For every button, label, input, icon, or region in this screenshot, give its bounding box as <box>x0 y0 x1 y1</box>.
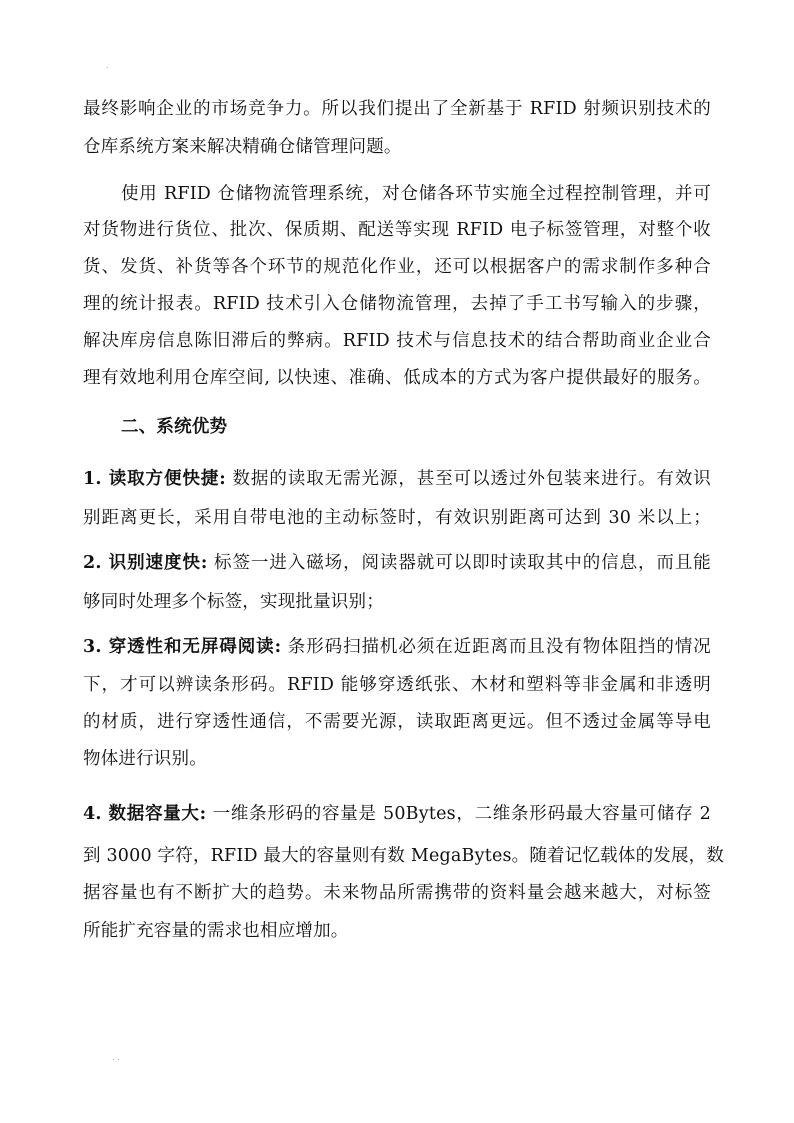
advantage-3-line-2: 下，才可以辨读条形码。RFID 能够穿透纸张、木材和塑料等非金属和非透明 <box>83 675 711 695</box>
advantage-1-title: 1. 读取方便快捷: <box>83 469 226 489</box>
advantage-1-line-1 <box>83 462 711 496</box>
advantage-2-text: 标签一进入磁场，阅读器就可以即时读取其中的信息，而且能 <box>214 553 711 573</box>
advantage-4-line-1 <box>83 797 711 831</box>
advantage-2-line-1 <box>83 546 711 580</box>
paragraph-1-line-1: 最终影响企业的市场竞争力。所以我们提出了全新基于 RFID 射频识别技术的 <box>83 99 711 119</box>
paragraph-2-line-6: 理有效地利用仓库空间, 以快速、准确、低成本的方式为客户提供最好的服务。 <box>83 368 711 388</box>
advantage-4-title: 4. 数据容量大: <box>83 804 207 824</box>
advantage-4-text: 一维条形码的容量是 50Bytes，二维条形码最大容量可储存 2 <box>212 804 711 824</box>
page-top-mark: . <box>106 61 109 70</box>
paragraph-2-line-5: 解决库房信息陈旧滞后的弊病。RFID 技术与信息技术的结合帮助商业企业合 <box>83 331 711 351</box>
advantage-2-title: 2. 识别速度快: <box>83 553 208 573</box>
advantage-3-title: 3. 穿透性和无屏碍阅读: <box>83 637 282 657</box>
advantage-1-text: 数据的读取无需光源，甚至可以透过外包装来进行。有效识 <box>232 469 712 489</box>
advantage-3-line-4: 物体进行识别。 <box>83 749 207 769</box>
advantage-4-line-3: 据容量也有不断扩大的趋势。未来物品所需携带的资料量会越来越大，对标签 <box>83 883 711 903</box>
page-bottom-mark: . . <box>112 1053 120 1062</box>
paragraph-2-line-4: 理的统计报表。RFID 技术引入仓储物流管理，去掉了手工书写输入的步骤， <box>83 294 711 314</box>
advantage-4-line-2: 到 3000 字符，RFID 最大的容量则有数 MegaBytes。随着记忆载体的发展，数 <box>83 846 725 866</box>
paragraph-2-line-3: 货、发货、补货等各个环节的规范化作业，还可以根据客户的需求制作多种合 <box>83 257 711 277</box>
advantage-3-line-3: 的材质，进行穿透性通信，不需要光源，读取距离更远。但不透过金属等导电 <box>83 712 711 732</box>
advantage-1-line-2: 别距离更长，采用自带电池的主动标签时，有效识别距离可达到 30 米以上； <box>83 508 711 528</box>
advantage-3-text: 条形码扫描机必须在近距离而且没有物体阻挡的情况 <box>287 637 711 657</box>
advantage-4-line-4: 所能扩充容量的需求也相应增加。 <box>83 921 349 941</box>
paragraph-2-line-1: 使用 RFID 仓储物流管理系统，对仓储各环节实施全过程控制管理，并可 <box>121 184 711 204</box>
advantage-2-line-2: 够同时处理多个标签，实现批量识别； <box>83 592 384 612</box>
advantage-3-line-1 <box>83 630 711 664</box>
paragraph-2-line-2: 对货物进行货位、批次、保质期、配送等实现 RFID 电子标签管理，对整个收 <box>83 220 711 240</box>
paragraph-1-line-2: 仓库系统方案来解决精确仓储管理问题。 <box>83 137 402 157</box>
section-heading: 二、系统优势 <box>121 417 228 437</box>
